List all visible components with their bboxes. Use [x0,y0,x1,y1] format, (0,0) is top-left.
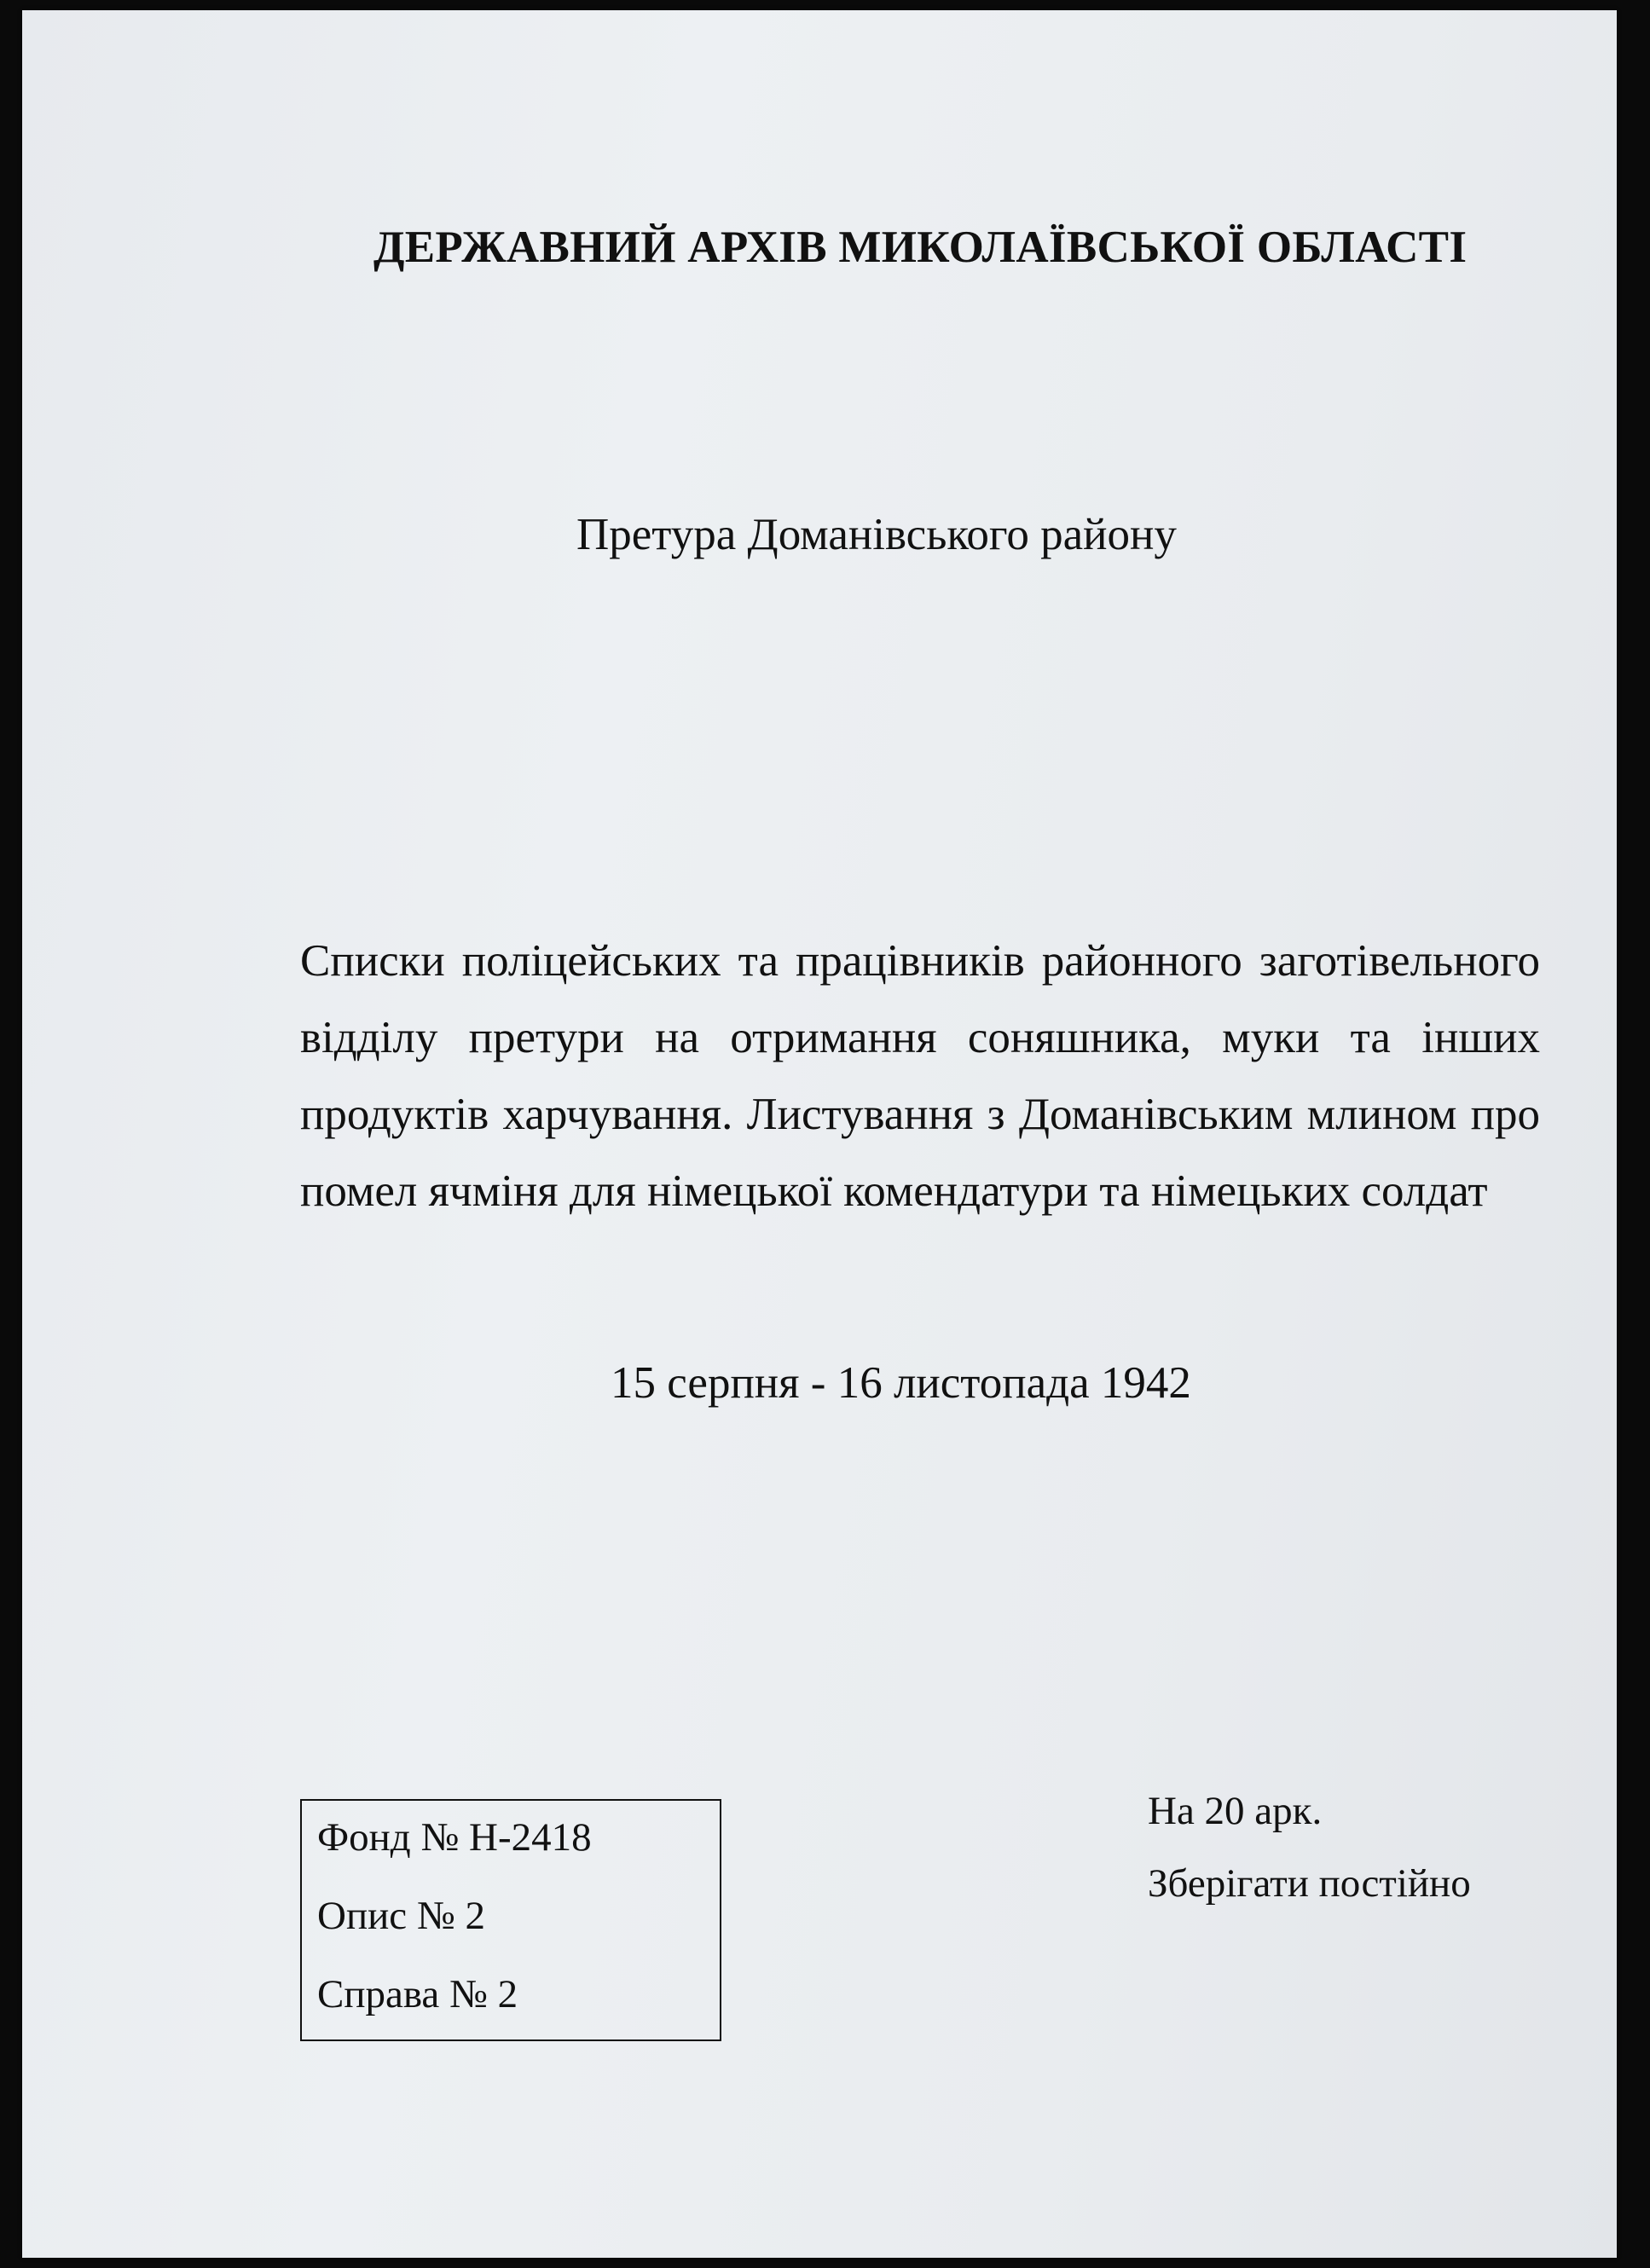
file-date-range: 15 серпня - 16 листопада 1942 [611,1358,1191,1408]
file-description: Списки поліцейських та працівників районного заготівельного відділу претури на отримання соняшника, муки та інших продуктів харчування. Листування з Доманівським млином про помел ячміня для німецької комендатури та німецьких солдат [300,936,1540,1216]
archive-title: ДЕРЖАВНИЙ АРХІВ МИКОЛАЇВСЬКОЇ ОБЛАСТІ [373,223,1468,272]
archive-reference-box [300,1799,721,2041]
storage-term: Зберігати постійно [1148,1861,1471,1906]
document-sheet [22,10,1617,2258]
fonds-name: Претура Доманівського району [576,510,1177,559]
sprava-number: Справа № 2 [317,1972,518,2016]
opys-number: Опис № 2 [317,1894,485,1938]
sheets-count: На 20 арк. [1148,1789,1323,1833]
fond-number: Фонд № Н-2418 [317,1815,592,1860]
